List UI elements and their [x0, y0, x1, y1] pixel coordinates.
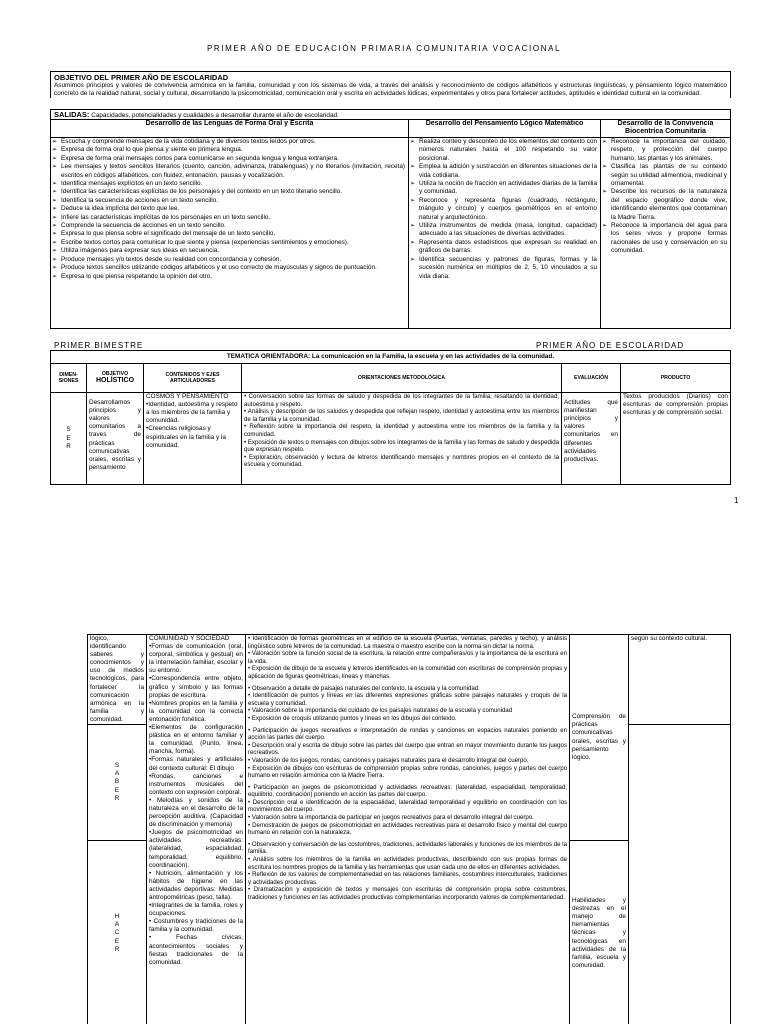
text-item: • Observación y conversación de las costumbres, tradiciones, actividades laborales y funciones de los miembros de la familia. — [248, 840, 567, 856]
document-title: PRIMER AÑO DE EDUCACIÓN PRIMARIA COMUNITARIA VOCACIONAL — [206, 44, 562, 53]
orientaciones-group-b — [248, 685, 567, 723]
header-contenidos: CONTENIDOS Y EJES ARTICULADORES — [144, 364, 242, 393]
text-item: •Creencias religiosas y espirituales en la familia y la comunidad. — [146, 425, 226, 449]
orientaciones-group-d — [248, 784, 567, 837]
page-number: 1 — [734, 496, 739, 505]
bullet-item: ➢ Identifica las características explícitas de los personajes y del contexto en un texto literario sencillo. — [51, 188, 408, 196]
continued-contenidos-list — [149, 643, 243, 967]
bullet-item: ➢ Lee mensajes y textos sencillos literarios (cuento, canción, adivinanza, trabalenguas) y no literarios (invitación, receta) escritos en códigos alfabéticos, con fluidez, entonación, pausas y vocalización. — [51, 163, 408, 180]
producto-empty — [629, 725, 731, 1024]
bullet-item: ➢ Reconoce la importancia del agua para los seres vivos y propone formas racionales de uso y conservación en su comunidad. — [601, 222, 730, 256]
header-dimensiones: DIMEN-SIONES — [51, 364, 87, 393]
bullet-item: ➢ Utiliza imágenes para expresar sus ideas en secuencia. — [51, 247, 408, 255]
ser-producto: Textos producidos (Diarios) con escrituras de comprensión propias escrituras y de comprensión social. — [621, 393, 731, 485]
continued-contenidos-title: COMUNIDAD Y SOCIEDAD — [149, 635, 230, 642]
matematico-list — [409, 138, 600, 281]
bullet-item: ➢ Utiliza la noción de fracción en actividades diarias de la familia y comunidad. — [409, 180, 600, 197]
text-item: • Melodías y sonidos de la naturaleza en el desarrollo de la percepción auditiva. (Capacidad de discriminación y memoria) — [149, 796, 243, 829]
dimension-letter: R — [114, 945, 120, 953]
text-item: • Identificación de puntos y líneas en las diferentes expresiones gráficas sobre paisajes naturales y croquis de la escuela y comunidad. — [248, 692, 567, 707]
orientaciones-group-c — [248, 727, 567, 780]
text-item: • Valoración sobre la importancia de participar en juegos recreativos para el desarrollo integral del cuerpo. — [248, 814, 534, 822]
ser-objetivo: Desarrollamos principios y valores comunitarios a traves de prácticas comunicativas orales, escritas y pensamiento — [87, 393, 144, 485]
ser-contenidos-title: COSMOS Y PENSAMIENTO — [146, 393, 229, 401]
dimension-letter: S — [66, 426, 71, 434]
text-item: • Descripción oral e identificación de la espacialidad, lateralidad temporalidad y equilibrio en coordinación con los movimientos del cuerpo. — [248, 798, 567, 814]
dimension-letter: B — [114, 778, 120, 786]
dimension-letter: A — [114, 770, 120, 778]
bullet-item: ➢ Infiere las características implícitas de los personajes en un texto sencillo. — [51, 214, 408, 222]
text-item: • Participación en juegos de psicomotricidad y actividades recreativas: (lateralidad, espacialidad, temporalidad, equilibrio, coordinación) poniendo en acción las partes del cuerpo. — [248, 783, 567, 799]
objetivo-heading: OBJETIVO DEL PRIMER AÑO DE ESCOLARIDAD — [54, 73, 229, 82]
bimestre-label: PRIMER BIMESTRE — [54, 341, 144, 350]
text-item: • Exposición de croquis utilizando puntos y líneas en los dibujos del contexto. — [248, 714, 457, 722]
bullet-item: ➢ Realiza conteo y desconteo de los elementos del contexto con números naturales hasta el 100 respetando su valor posicional. — [409, 138, 600, 163]
bullet-item: ➢ Emplea la adición y sustracción en diferentes situaciones de la vida cotidiana. — [409, 163, 600, 180]
text-item: • Valoración sobre la función social de la escritura, la relación entre compañeras/os y la importancia de la escritura en la vida. — [248, 650, 567, 665]
dimension-letter: E — [114, 786, 120, 794]
bullet-item: ➢ Clasifica las plantas de su contexto según su utilidad alimenticia, medicinal y ornamental. — [601, 163, 730, 188]
lenguas-cell — [51, 138, 409, 329]
dimension-letter: R — [66, 442, 71, 450]
dimension-saber — [88, 725, 147, 841]
lenguas-list — [51, 138, 408, 281]
bullet-item: ➢ Produce textos sencillos utilizando códigos alfabéticos y el uso correcto de mayúsculas y signos de puntuación. — [51, 264, 408, 272]
orientaciones-group-e — [248, 841, 567, 902]
text-item: • Demostración de juegos de psicomotricidad en actividades recreativas para el desarrollo físico y mental del cuerpo humano en relación con la naturaleza. — [248, 821, 567, 837]
continued-contenidos — [147, 635, 246, 1024]
text-item: •Elementos de configuración plástica en el entorno familiar y la comunidad. (Punto, línea, mancha, forma). — [149, 724, 243, 756]
header-producto: PRODUCTO — [621, 364, 731, 393]
objetivo-text: Asumimos principios y valores de convivencia armónica en la familia, comunidad y con los sistemas de vida, a través del análisis y reconocimiento de códigos alfabéticos y estructuras lingüísticas, y pensamiento lógico matemático concreto de la realidad natural, social y cultural, desarrollando la psicomotricidad, comunicación oral y escrita en actividades lúdicas, experimentales y otros para fortalecer actitudes, aptitudes e identidad cultural en la comunidad. — [54, 82, 727, 97]
continued-objetivo: lógico, identificando saberes y conocimientos y uso de medios tecnológicos, para fortalecer la comunicación armónica en la familia y comunidad. — [88, 635, 147, 725]
matematico-heading: Desarrollo del Pensamiento Lógico Matemático — [409, 120, 601, 138]
ser-contenidos-list — [146, 401, 239, 450]
bullet-item: ➢ Expresa lo que piensa sobre el significado del mensaje de un texto sencillo. — [51, 230, 408, 238]
bullet-item: ➢ Reconoce la importancia del cuidado, respeto, y protección del cuerpo humano, las plantas y los animales. — [601, 138, 730, 163]
objetivo-box — [50, 71, 731, 98]
ser-evaluacion: Actitudes que manifiestan principios y valores comunitarios en diferentes actividades productivas. — [562, 393, 621, 485]
bullet-item: ➢ Produce mensajes y/o textos desde su realidad con concordancia y cohesión. — [51, 256, 408, 264]
dimension-letter: E — [114, 937, 120, 945]
text-item: • Análisis sobre los miembros de la familia en actividades productivas, describiendo con sus propias formas de escritura los nombres propios de la familia y las herramientas que usan cada uno de ellos en diferentes actividades. — [248, 856, 567, 871]
header-orientaciones: ORIENTACIONES METODOLÓGICA — [242, 364, 562, 393]
text-item: • Conversación sobre las formas de saludo y despedida de los integrantes de la familia, resaltando la identidad, autoestima y respeto. — [244, 393, 559, 408]
dimension-letter: R — [114, 794, 120, 802]
dimension-hacer — [88, 841, 147, 1024]
tematica-orientadora: TEMATICA ORIENTADORA: La comunicación en la Familia, la escuela y en las actividades de la comunidad. — [51, 351, 731, 364]
bullet-item: ➢ Reconoce y representa figuras (cuadrado, rectángulo, triángulo y círculo) y cuerpos geométricos en el entorno natural y arquitectónico. — [409, 197, 600, 222]
text-item: • Descripción oral y escrita de dibujo sobre las partes del cuerpo que entran en mayor movimiento durante los juegos recreativos. — [248, 741, 567, 757]
bullet-item: ➢ Representa datos estadísticos que expresan su realidad en gráficos de barras. — [409, 239, 600, 256]
continued-orientaciones — [246, 635, 570, 1024]
orientaciones-group-a — [248, 635, 567, 681]
text-item: • Análisis y descripción de los saludos y despedida que reflejan respeto, identidad y autoestima entre los miembros de la familia y la comunidad. — [244, 408, 559, 423]
dimension-letter: S — [114, 762, 120, 770]
bullet-item: ➢ Expresa de forma oral lo que piensa y siente en primera lengua. — [51, 146, 408, 154]
text-item: • Reflexión sobre la importancia del respeto, la identidad y autoestima entre los miembros de la familia y la comunidad. — [244, 423, 559, 439]
salidas-label: SALIDAS: — [54, 110, 90, 119]
convivencia-list — [601, 138, 730, 256]
ser-orientaciones — [242, 393, 562, 485]
text-item: • Reflexión de los valores de complementariedad en las relaciones familiares, costumbres interculturales, tradiciones y actividades productivas. — [248, 871, 567, 886]
ser-contenidos — [144, 393, 242, 485]
text-item: •Formas de comunicación (oral, corporal, simbólica y gestual) en la interrelación familiar, escolar y su entorno. — [149, 643, 243, 675]
matematico-cell — [409, 138, 601, 329]
text-item: • Fechas cívicas, acontecimientos sociales y fiestas tradicionales de la comunidad. — [149, 934, 243, 966]
bullet-item: ➢ Identifica mensajes explícitos en un texto sencillo. — [51, 180, 408, 188]
text-item: •Correspondencia entre objeto, gráfico y símbolo y las formas propias de escritura. — [149, 675, 243, 699]
dimension-letter: C — [114, 929, 120, 937]
salidas-text: Capacidades, potencialidades y cualidades a desarrollar durante el año de escolaridad. — [91, 112, 339, 119]
planificacion-table — [50, 350, 731, 485]
bullet-item: ➢ Identifica la secuencia de acciones en un texto sencillo. — [51, 197, 408, 205]
header-objetivo — [87, 364, 144, 393]
header-evaluacion: EVALUACIÓN — [562, 364, 621, 393]
text-item: • Nutrición, alimentación y los hábitos de higiene en las actividades deportivas: Medidas antropométricas (peso, talla). — [149, 869, 243, 901]
capacidades-table — [50, 119, 731, 329]
escolaridad-label: PRIMER AÑO DE ESCOLARIDAD — [536, 341, 685, 350]
text-item: • Exploración, observación y lectura de letreros identificando mensajes y nombres propios en el contexto de la escuela y comunidad. — [244, 453, 559, 469]
text-item: • Costumbres y tradiciones de la familia y la comunidad. — [149, 918, 243, 934]
text-item: •Nombres propios en la familia y la comunidad con la correcta entonación fonética. — [149, 699, 243, 723]
bullet-item: ➢ Comprende la secuencia de acciones en un texto sencillo. — [51, 222, 408, 230]
bullet-item: ➢ Deduce la idea implícita del texto que lee. — [51, 205, 408, 213]
eval-hacer: Habilidades y destrezas en el manejo de herramientas técnicas y tecnológicas en actividades de la familia, escuela y comunidad. — [570, 841, 629, 1024]
text-item: • Identificación de formas geométricas en el edificio de la escuela (Puertas, ventanas, paredes y techo), y análisis lingüístico sobre letreros de la comunidad. La maestra o maestro escribe con la norma sin dictar la norma. — [248, 635, 567, 650]
text-item: •Formas naturales y artificiales del contexto cultural: El dibujo — [149, 756, 243, 772]
text-item: •Identidad, autoestima y respeto a los miembros de la familia y comunidad. — [146, 401, 238, 425]
text-item: • Exposición de dibujo de la escuela y letreros identificados en la comunidad con escrituras de comprensión propias y aplicación de figuras geométricas, líneas y manchas. — [248, 665, 567, 680]
text-item: • Observación a detalle de paisajes naturales del contexto, la escuela y la comunidad. — [248, 684, 480, 692]
text-item: • Exposición de textos o mensajes con dibujos sobre los integrantes de la familia y las formas de saludo y despedida que expresan respeto. — [244, 438, 559, 454]
dimension-ser — [51, 393, 87, 485]
bullet-item: ➢ Identifica secuencias y patrones de figuras, formas y la sucesión numérica en múltiplos de 2, 5, 10 vinculados a su vida diaria. — [409, 256, 600, 281]
planificacion-table-continued — [87, 634, 731, 1024]
text-item: • Dramatización y exposición de textos y mensajes con escrituras de comprensión propia sobre costumbres, tradiciones y funciones en las actividades productivas complementarias incorporando valores de complementariedad. — [248, 886, 567, 901]
header-objetivo-big: HOLÍSTICO — [95, 377, 135, 385]
text-item: • Participación de juegos recreativos e interpretación de rondas y canciones en espacios naturales poniendo en acción las partes del cuerpo. — [248, 726, 567, 742]
text-item: •Integrantes de la familia, roles y ocupaciones. — [149, 902, 243, 918]
bullet-item: ➢ Describe los recursos de la naturaleza del espacio geográfico donde vive, identificando elementos que contaminan la Madre Tierra. — [601, 188, 730, 222]
text-item: •Rondas, canciones e instrumentos musicales del contexto con expresión corporal. — [149, 772, 243, 796]
text-item: • Valoración de los juegos, rondas, canciones y paisajes naturales para el desarrollo integral del cuerpo. — [248, 756, 529, 764]
dimension-letter: E — [66, 434, 71, 442]
text-item: • Valoración sobre la importancia del cuidado de los paisajes naturales de la escuela y comunidad — [248, 707, 513, 715]
dimension-letter: H — [114, 913, 120, 921]
convivencia-cell — [601, 138, 731, 329]
bullet-item: ➢ Escribe textos cortos para comunicar lo que siente y piensa (experiencias sentimientos y emociones). — [51, 239, 408, 247]
convivencia-heading: Desarrollo de la Convivencia Biocentrica Comunitaria — [601, 120, 731, 138]
bullet-item: ➢ Utiliza instrumentos de medida (masa, longitud, capacidad) adecuado a las situaciones de diversas actividades. — [409, 222, 600, 239]
text-item: •Juegos de psicomotricidad en actividades recreativas: (lateralidad, espacialidad, temporalidad, equilibrio, coordinación). — [149, 829, 243, 869]
dimension-letter: A — [114, 921, 120, 929]
header-objetivo-small: OBJETIVO — [101, 370, 129, 377]
text-item: • Exposición de dibujos con escrituras de comprensión propias sobre rondas, canciones, juegos y partes del cuerpo humano en relación armónica con la Madre Tierra. — [248, 764, 567, 780]
eval-saber: Comprensión de prácticas comunicativas orales, escritas y pensamiento lógico. — [570, 635, 629, 841]
continued-producto: según su contexto cultural. — [629, 635, 731, 725]
bullet-item: ➢ Expresa de forma oral mensajes cortos para comunicarse en segunda lengua y lengua extranjera. — [51, 155, 408, 163]
lenguas-heading: Desarrollo de las Lenguas de Forma Oral y Escrita — [51, 120, 409, 138]
bullet-item: ➢ Expresa lo que piensa respetando la opinión del otro. — [51, 273, 408, 281]
bullet-item: ➢ Escucha y comprende mensajes de la vida cotidiana y de diversos textos leídos por otros. — [51, 138, 408, 146]
